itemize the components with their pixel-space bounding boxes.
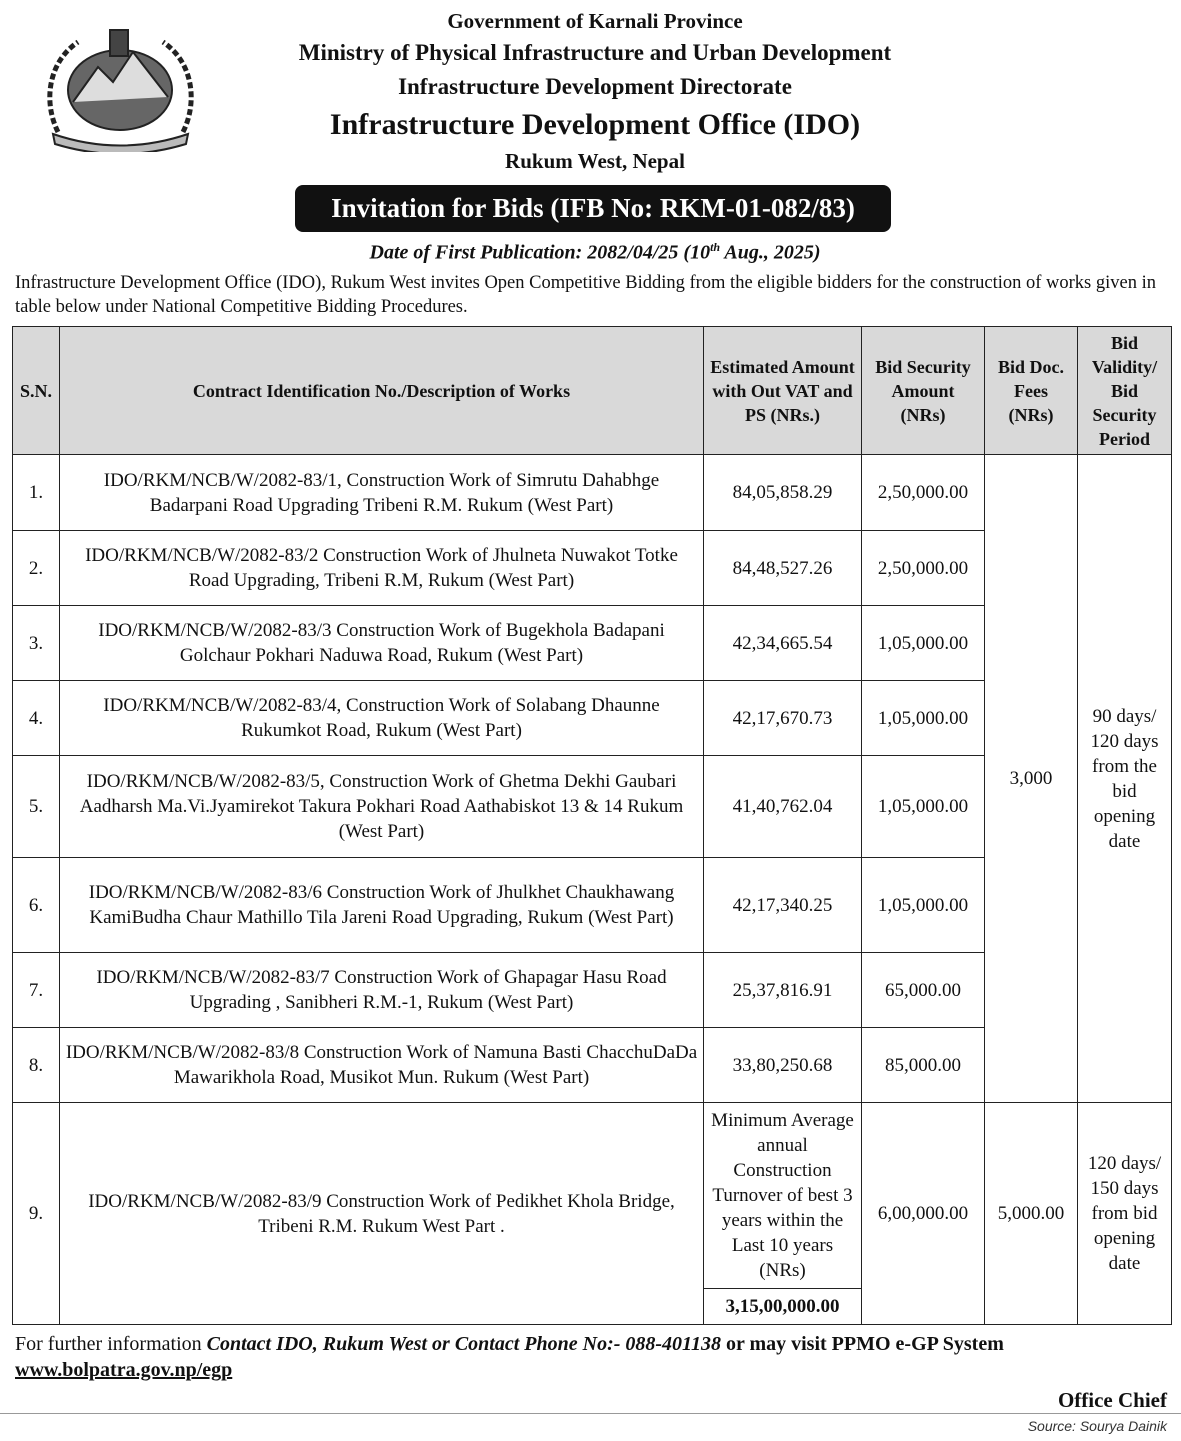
source-credit: Source: Sourya Dainik — [1027, 1418, 1167, 1434]
row-description: IDO/RKM/NCB/W/2082-83/2 Construction Work of Jhulneta Nuwakot Totke Road Upgrading, Tribeni R.M, Rukum (West Part) — [60, 531, 704, 606]
row-security: 1,05,000.00 — [862, 606, 985, 681]
signatory: Office Chief — [1057, 1388, 1167, 1412]
row-security: 65,000.00 — [862, 953, 985, 1028]
row-sn: 9. — [13, 1103, 60, 1325]
header-bid-security: Bid Security Amount (NRs) — [862, 327, 985, 455]
row-security: 6,00,000.00 — [862, 1103, 985, 1325]
row-security: 1,05,000.00 — [862, 681, 985, 756]
row-amount: 33,80,250.68 — [704, 1028, 862, 1103]
row-amount: 25,37,816.91 — [704, 953, 862, 1028]
header-ministry: Ministry of Physical Infrastructure and Urban Development — [298, 40, 892, 65]
row-sn: 7. — [13, 953, 60, 1028]
group-validity: 90 days/ 120 days from the bid opening date — [1078, 455, 1172, 1103]
row-sn: 4. — [13, 681, 60, 756]
row-security: 85,000.00 — [862, 1028, 985, 1103]
row-sn: 1. — [13, 455, 60, 531]
row-security: 2,50,000.00 — [862, 531, 985, 606]
row-sn: 2. — [13, 531, 60, 606]
header-location: Rukum West, Nepal — [505, 149, 685, 173]
row-amount: 84,48,527.26 — [704, 531, 862, 606]
row-doc-fees: 5,000.00 — [985, 1103, 1078, 1325]
row-description: IDO/RKM/NCB/W/2082-83/5, Construction Work of Ghetma Dekhi Gaubari Aadharsh Ma.Vi.Jyamirekot Takura Pokhari Road Aathabiskot 13 & 14 Rukum (West Part) — [60, 756, 704, 858]
row-amount: 42,17,670.73 — [704, 681, 862, 756]
footer-contact: For further information Contact IDO, Rukum West or Contact Phone No:- 088-401138 or may visit PPMO e-GP System — [15, 1333, 1004, 1355]
row-amount: 84,05,858.29 — [704, 455, 862, 531]
row-description: IDO/RKM/NCB/W/2082-83/1, Construction Work of Simrutu Dahabhge Badarpani Road Upgrading Tribeni R.M. Rukum (West Part) — [60, 455, 704, 531]
header-directorate: Infrastructure Development Directorate — [398, 74, 792, 99]
header-sn: S.N. — [13, 327, 60, 455]
ifb-title: Invitation for Bids (IFB No: RKM-01-082/83) — [295, 185, 891, 232]
row-description: IDO/RKM/NCB/W/2082-83/8 Construction Work of Namuna Basti ChacchuDaDa Mawarikhola Road, Musikot Mun. Rukum (West Part) — [60, 1028, 704, 1103]
row-sn: 6. — [13, 858, 60, 953]
header-estimated-amount: Estimated Amount with Out VAT and PS (NRs.) — [704, 327, 862, 455]
header-doc-fees: Bid Doc. Fees (NRs) — [985, 327, 1078, 455]
table-row — [13, 1103, 1172, 1289]
header-government: Government of Karnali Province — [447, 9, 743, 33]
table-row — [13, 455, 1172, 531]
row-security: 2,50,000.00 — [862, 455, 985, 531]
row-amount: 42,34,665.54 — [704, 606, 862, 681]
table-header-row — [13, 327, 1172, 455]
row-description: IDO/RKM/NCB/W/2082-83/9 Construction Work of Pedikhet Khola Bridge, Tribeni R.M. Rukum West Part . — [60, 1103, 704, 1325]
header-office: Infrastructure Development Office (IDO) — [329, 108, 861, 141]
row-sn: 3. — [13, 606, 60, 681]
row-amount: 42,17,340.25 — [704, 858, 862, 953]
header-validity: Bid Validity/ Bid Security Period — [1078, 327, 1172, 455]
egp-link[interactable]: www.bolpatra.gov.np/egp — [15, 1359, 233, 1381]
row-description: IDO/RKM/NCB/W/2082-83/6 Construction Work of Jhulkhet Chaukhawang KamiBudha Chaur Mathillo Tila Jareni Road Upgrading, Rukum (West Part) — [60, 858, 704, 953]
row-sn: 8. — [13, 1028, 60, 1103]
row-amount-total: 3,15,00,000.00 — [704, 1289, 862, 1325]
row-amount: 41,40,762.04 — [704, 756, 862, 858]
row-security: 1,05,000.00 — [862, 858, 985, 953]
row-security: 1,05,000.00 — [862, 756, 985, 858]
header-description: Contract Identification No./Description of Works — [60, 327, 704, 455]
publication-date: Date of First Publication: 2082/04/25 (10th Aug., 2025) — [369, 240, 821, 264]
intro-text: Infrastructure Development Office (IDO), Rukum West invites Open Competitive Bidding from the eligible bidders for the construction of works given in table below under National Competitive Bidding Procedures. — [15, 273, 1156, 317]
row-sn: 5. — [13, 756, 60, 858]
row-validity: 120 days/ 150 days from bid opening date — [1078, 1103, 1172, 1325]
row-description: IDO/RKM/NCB/W/2082-83/3 Construction Work of Bugekhola Badapani Golchaur Pokhari Naduwa Road, Rukum (West Part) — [60, 606, 704, 681]
row-description: IDO/RKM/NCB/W/2082-83/4, Construction Work of Solabang Dhaunne Rukumkot Road, Rukum (West Part) — [60, 681, 704, 756]
row-description: IDO/RKM/NCB/W/2082-83/7 Construction Work of Ghapagar Hasu Road Upgrading , Sanibheri R.M.-1, Rukum (West Part) — [60, 953, 704, 1028]
row-amount-note: Minimum Average annual Construction Turnover of best 3 years within the Last 10 years (NRs) — [704, 1103, 862, 1289]
group-doc-fees: 3,000 — [985, 455, 1078, 1103]
divider — [0, 1413, 1181, 1414]
nepal-emblem-icon — [38, 22, 203, 152]
bids-table — [12, 326, 1172, 1325]
